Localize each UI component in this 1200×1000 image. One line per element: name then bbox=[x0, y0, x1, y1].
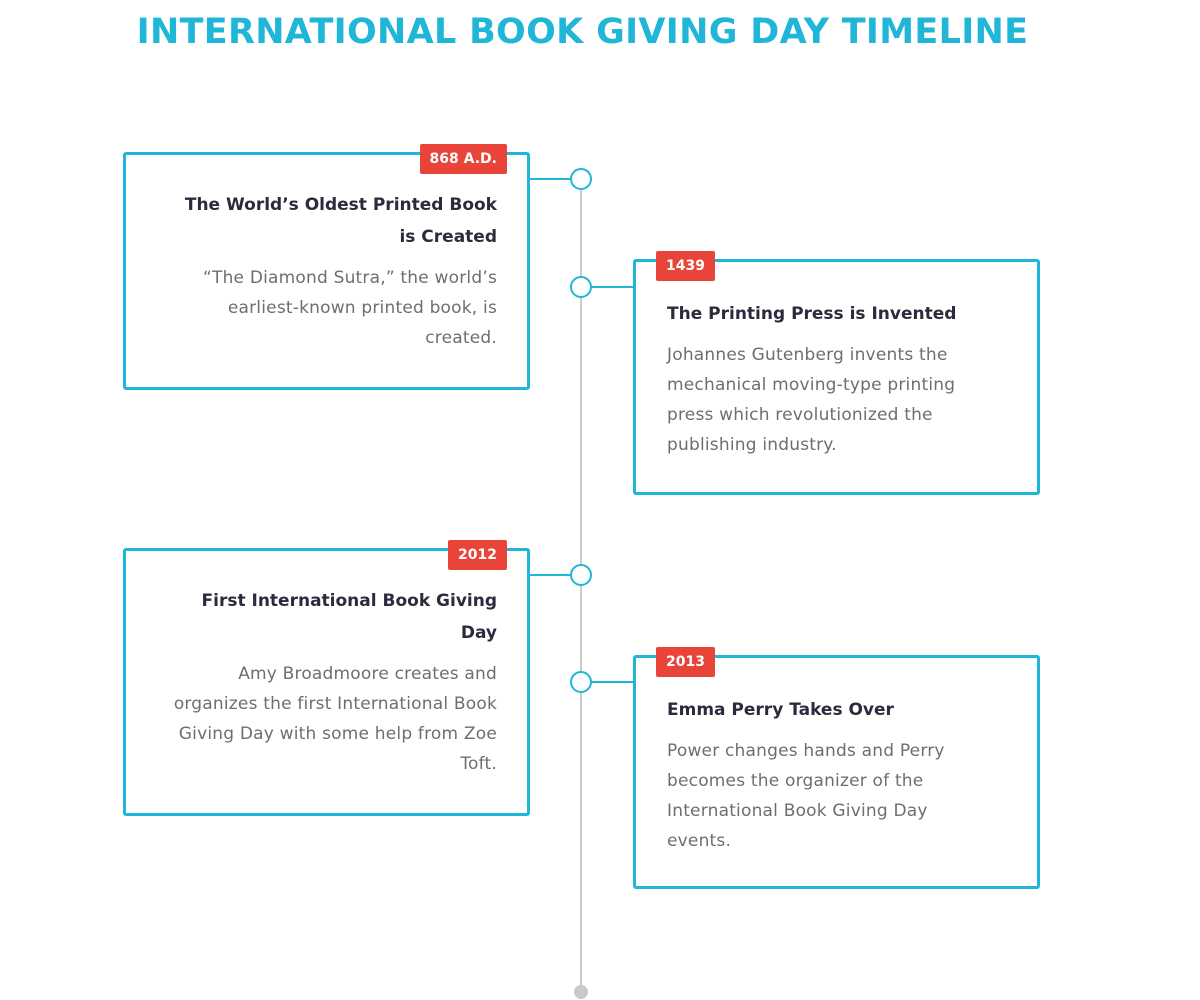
event-description: Power changes hands and Perry becomes the organizer of the International Book Giving Day events. bbox=[667, 741, 945, 851]
connector-event-3 bbox=[527, 574, 571, 576]
date-badge: 868 A.D. bbox=[420, 144, 507, 174]
event-description: Amy Broadmoore creates and organizes the first International Book Giving Day with some help from Zoe Toft. bbox=[173, 664, 497, 774]
connector-event-2 bbox=[591, 286, 635, 288]
event-description: “The Diamond Sutra,” the world’s earliest-known printed book, is created. bbox=[202, 268, 497, 348]
timeline-node-event-1 bbox=[570, 168, 592, 190]
event-description: Johannes Gutenberg invents the mechanical moving-type printing press which revolutionized the publishing industry. bbox=[667, 345, 956, 455]
event-card-868 bbox=[123, 152, 530, 390]
event-title: The World’s Oldest Printed Book is Created bbox=[184, 195, 497, 247]
connector-event-4 bbox=[591, 681, 635, 683]
timeline-end-dot bbox=[574, 985, 588, 999]
connector-event-1 bbox=[527, 178, 571, 180]
date-badge: 1439 bbox=[656, 251, 715, 281]
event-card-2012 bbox=[123, 548, 530, 816]
event-card-2013 bbox=[633, 655, 1040, 889]
event-title: The Printing Press is Invented bbox=[667, 304, 957, 324]
timeline-node-event-3 bbox=[570, 564, 592, 586]
event-title: Emma Perry Takes Over bbox=[667, 700, 894, 720]
page-title: INTERNATIONAL BOOK GIVING DAY TIMELINE bbox=[136, 12, 1029, 52]
date-badge: 2013 bbox=[656, 647, 715, 677]
event-card-1439 bbox=[633, 259, 1040, 495]
event-title: First International Book Giving Day bbox=[201, 591, 497, 643]
timeline-node-event-4 bbox=[570, 671, 592, 693]
timeline-node-event-2 bbox=[570, 276, 592, 298]
date-badge: 2012 bbox=[448, 540, 507, 570]
